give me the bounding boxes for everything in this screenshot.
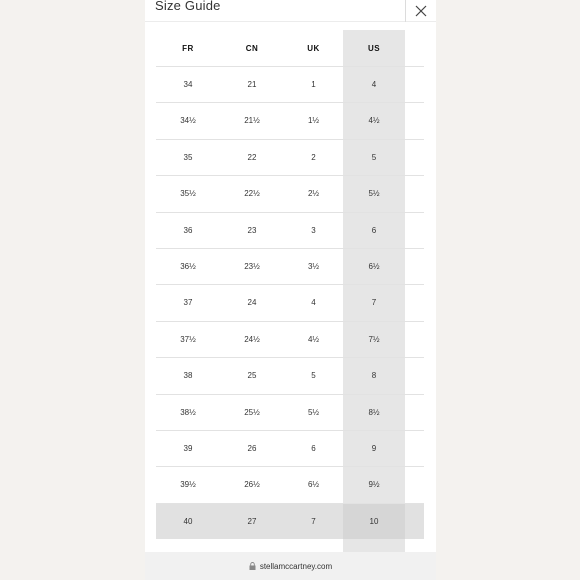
close-button[interactable]	[405, 0, 436, 22]
cell-cn: 24½	[244, 334, 260, 344]
cell-cn: 25	[247, 371, 257, 381]
cell-uk: 2½	[307, 189, 320, 199]
cell-fr: 36	[183, 225, 193, 235]
table-row	[156, 357, 424, 393]
cell-fr: 38	[183, 371, 193, 381]
table-row	[156, 321, 424, 357]
cell-cn: 22	[247, 152, 257, 162]
cell-uk: 2	[311, 152, 316, 162]
table-row	[156, 248, 424, 284]
cell-fr: 34	[183, 80, 193, 89]
cell-us: 4	[371, 80, 377, 89]
cell-fr: 34½	[180, 116, 196, 126]
cell-cn: 23	[247, 225, 257, 235]
header-uk: UK	[307, 43, 320, 53]
cell-cn: 26½	[244, 480, 260, 490]
cell-us: 7½	[368, 334, 380, 344]
cell-cn: 27	[247, 516, 257, 526]
cell-us: 8	[371, 371, 377, 381]
cell-us: 6	[371, 225, 377, 235]
cell-fr: 37½	[180, 334, 196, 344]
header-us: US	[367, 43, 381, 53]
cell-cn: 21	[247, 80, 257, 89]
cell-fr: 39½	[180, 480, 196, 490]
cell-fr: 36½	[180, 262, 196, 271]
cell-uk: 1	[311, 80, 316, 89]
table-row	[156, 175, 424, 211]
cell-cn: 21½	[244, 116, 260, 126]
cell-cn: 24	[247, 298, 257, 308]
table-row	[156, 430, 424, 466]
cell-uk: 1½	[307, 116, 320, 126]
modal-header	[145, 0, 436, 22]
table-row	[156, 66, 424, 102]
cell-fr: 40	[183, 516, 193, 526]
cell-uk: 4	[311, 298, 316, 308]
cell-us: 9	[371, 444, 377, 453]
header-fr: FR	[182, 43, 194, 53]
cell-us: 7	[371, 298, 377, 308]
cell-uk: 5½	[307, 407, 320, 417]
table-row	[156, 102, 424, 138]
close-icon	[415, 5, 427, 17]
cell-fr: 38½	[180, 407, 196, 417]
cell-fr: 35½	[180, 189, 196, 199]
table-row	[156, 394, 424, 430]
cell-fr: 37	[183, 298, 193, 308]
table-row	[156, 212, 424, 248]
modal-title: Size Guide	[155, 0, 221, 13]
cell-uk: 4½	[307, 334, 320, 344]
cell-fr: 39	[183, 444, 193, 453]
cell-cn: 22½	[244, 189, 260, 199]
table-row	[156, 466, 424, 502]
cell-cn: 23½	[244, 262, 260, 271]
cell-us: 6½	[368, 262, 380, 271]
cell-cn: 25½	[244, 407, 260, 417]
cell-uk: 7	[311, 516, 316, 526]
cell-us: 4½	[368, 116, 380, 126]
cell-us: 9½	[368, 480, 380, 490]
cell-us: 10	[369, 516, 379, 526]
cell-cn: 26	[247, 444, 257, 453]
table-row	[156, 503, 424, 539]
url-text: stellamccartney.com	[259, 561, 333, 571]
cell-uk: 6½	[307, 480, 320, 490]
header-cn: CN	[245, 43, 259, 53]
lock-icon	[249, 562, 256, 570]
cell-us: 8½	[368, 407, 380, 417]
cell-fr: 35	[183, 152, 193, 162]
size-table-header	[156, 30, 424, 66]
cell-us: 5½	[368, 189, 380, 199]
table-row	[156, 284, 424, 320]
cell-uk: 5	[311, 371, 316, 381]
cell-uk: 6	[311, 444, 316, 453]
browser-url-bar[interactable]	[145, 552, 436, 580]
table-row	[156, 139, 424, 175]
cell-us: 5	[371, 152, 377, 162]
cell-uk: 3½	[307, 262, 320, 271]
cell-uk: 3	[311, 225, 316, 235]
